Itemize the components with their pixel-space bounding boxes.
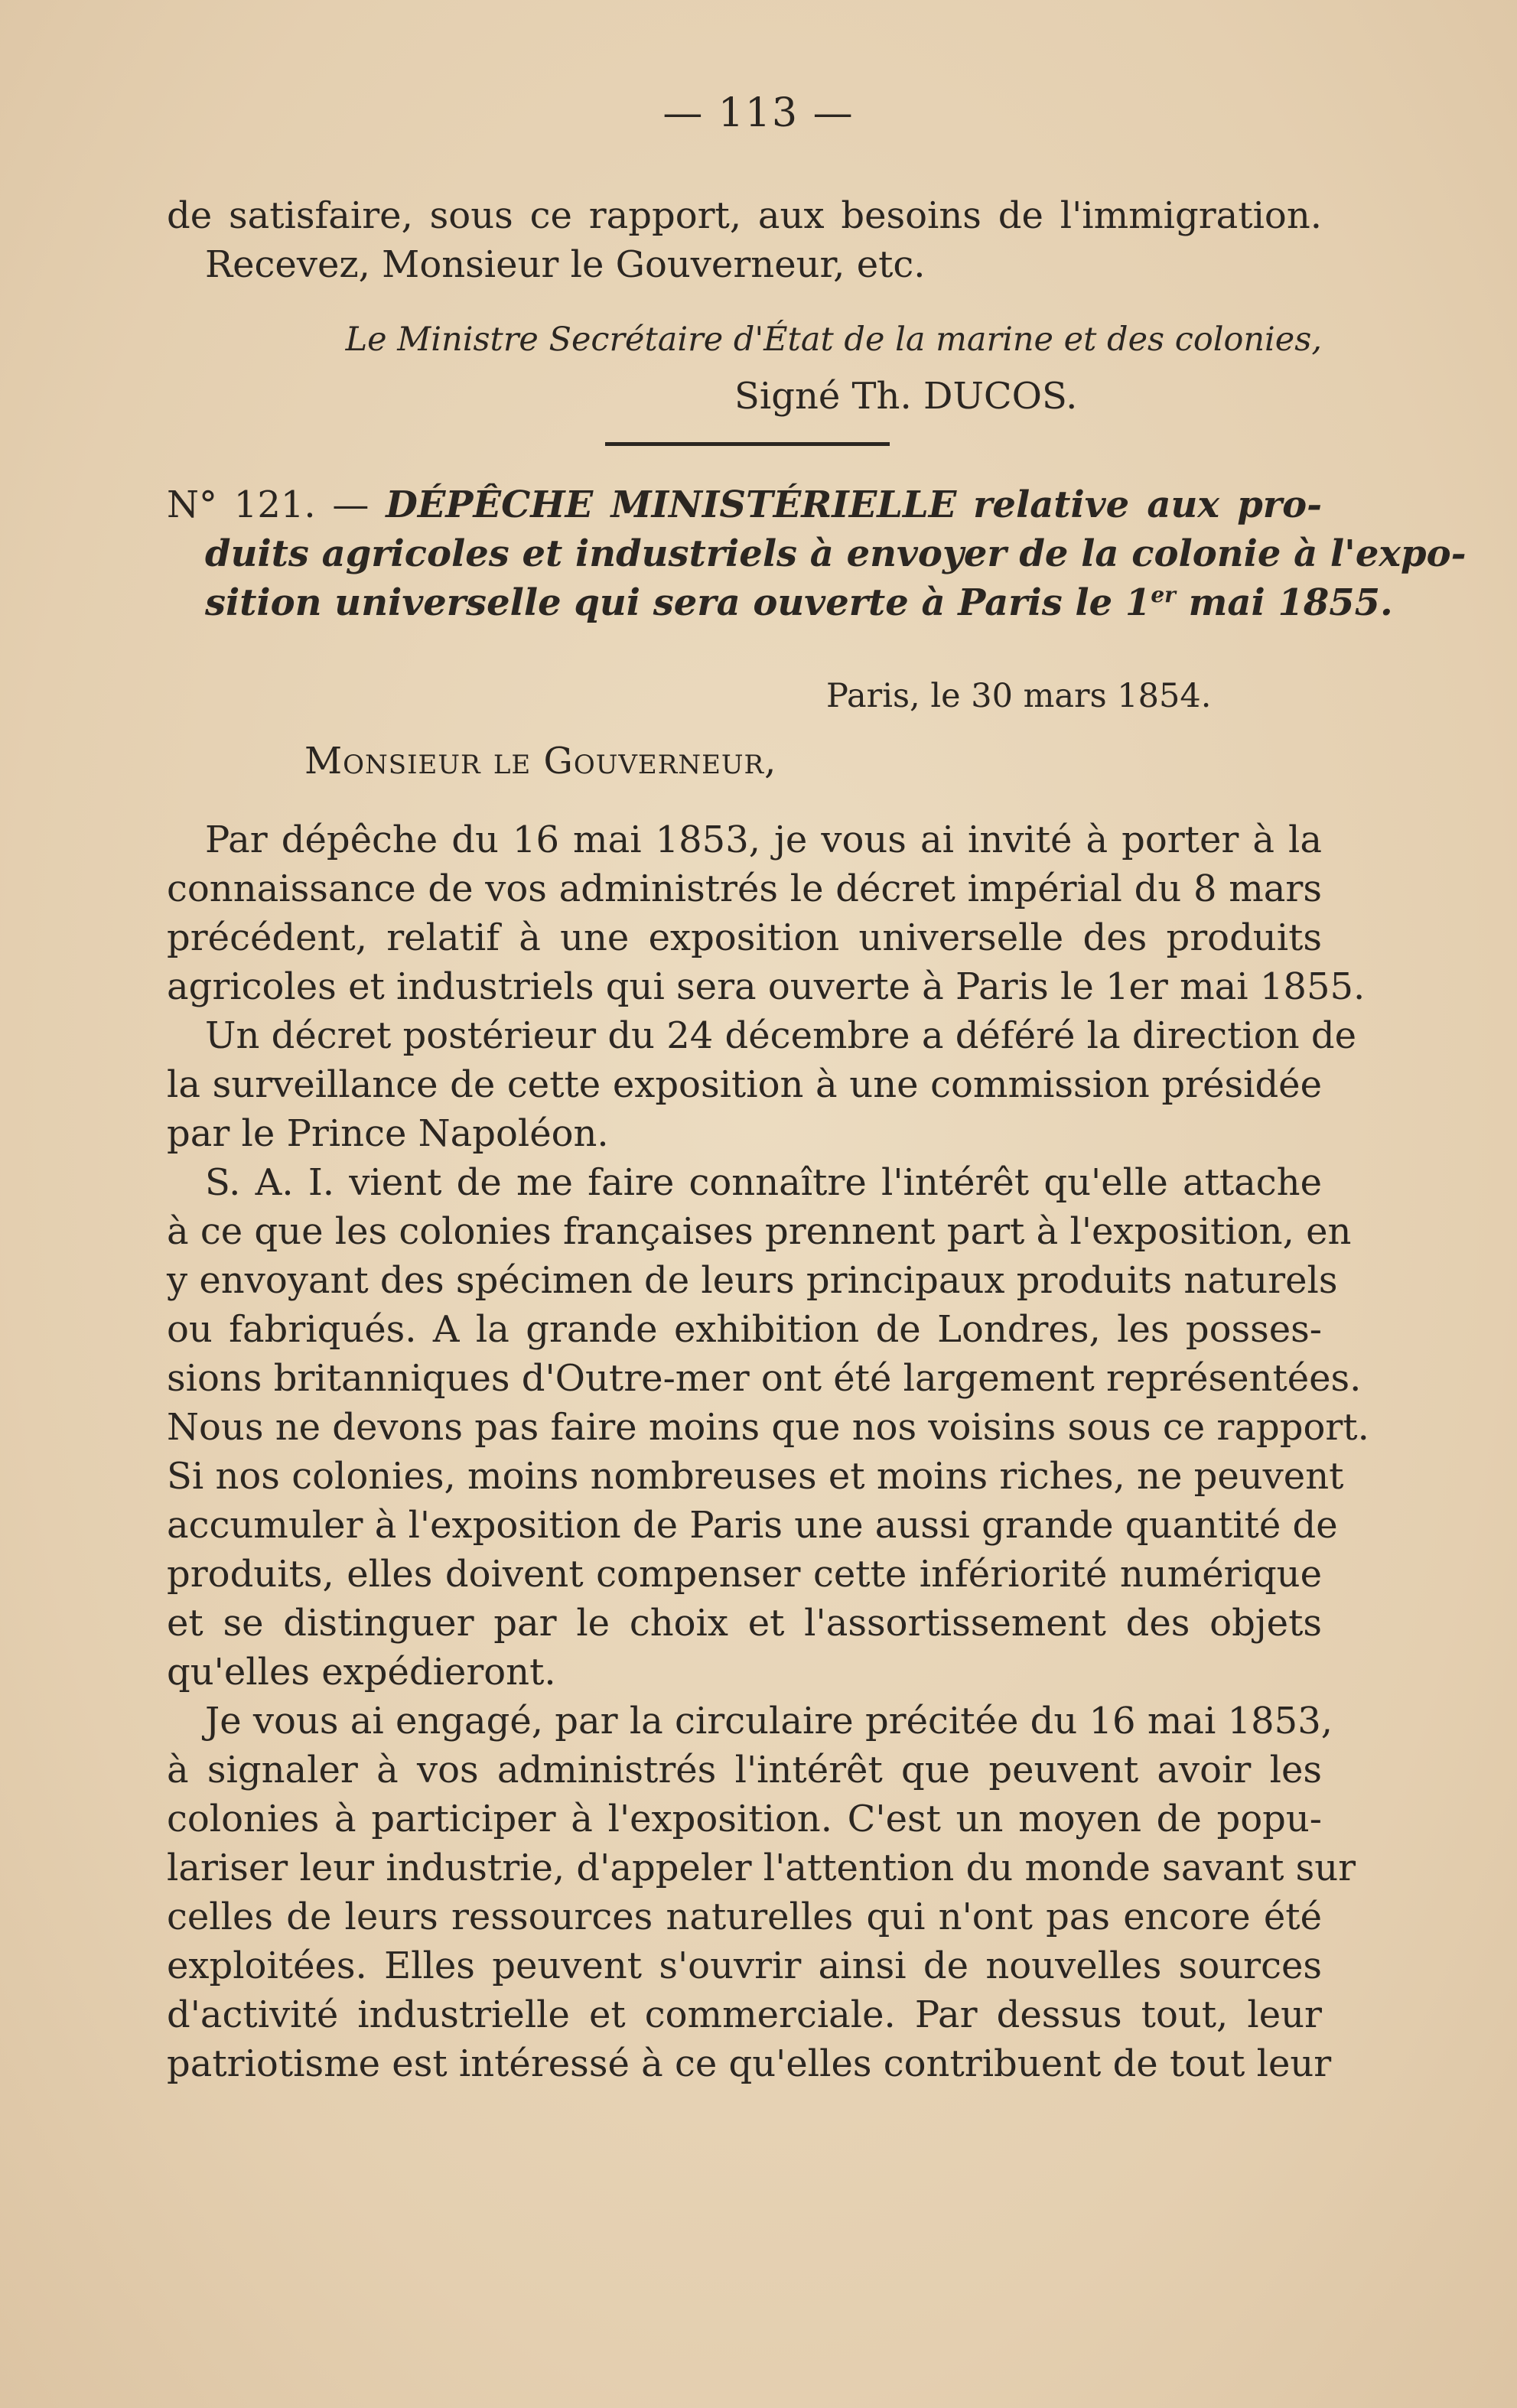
previous-dispatch-ending xyxy=(167,191,1322,289)
body-line: produits, elles doivent compenser cette infériorité numérique xyxy=(167,1553,1322,1596)
separator-rule xyxy=(605,442,890,446)
body-line: qu'elles expédieront. xyxy=(167,1651,556,1694)
body-line: agricoles et industriels qui sera ouverte à Paris le 1er mai 1855. xyxy=(167,965,1366,1008)
body-line: Par dépêche du 16 mai 1853, je vous ai invité à porter à la xyxy=(205,818,1322,861)
body-line: accumuler à l'exposition de Paris une aussi grande quantité de xyxy=(167,1504,1338,1547)
heading-line xyxy=(167,578,1393,627)
text-line: Recevez, Monsieur le Gouverneur, etc. xyxy=(205,243,926,286)
body-line: y envoyant des spécimen de leurs principaux produits naturels xyxy=(167,1259,1338,1302)
body-line: et se distinguer par le choix et l'assortissement des objets xyxy=(167,1602,1322,1645)
heading-line: duits agricoles et industriels à envoyer de la colonie à l'expo- xyxy=(205,532,1467,575)
heading-text: mai 1855. xyxy=(1188,581,1393,624)
dateline-block xyxy=(167,672,1322,721)
heading-text: sition universelle qui sera ouverte à Paris le 1 xyxy=(205,581,1151,624)
body-line: sions britanniques d'Outre-mer ont été largement représentées. xyxy=(167,1357,1362,1400)
body-line: colonies à participer à l'exposition. C'est un moyen de popu- xyxy=(167,1798,1322,1840)
body-line: Je vous ai engagé, par la circulaire précitée du 16 mai 1853, xyxy=(205,1700,1333,1743)
salutation: Monsieur le Gouverneur, xyxy=(304,740,777,783)
body-line: connaissance de vos administrés le décret impérial du 8 mars xyxy=(167,867,1322,910)
heading-title: DÉPÊCHE MINISTÉRIELLE xyxy=(386,483,957,526)
text-line: de satisfaire, sous ce rapport, aux besoins de l'immigration. xyxy=(167,194,1322,237)
dispatch-heading xyxy=(167,480,1467,627)
body-line: celles de leurs ressources naturelles qui n'ont pas encore été xyxy=(167,1895,1322,1938)
page-number: — 113 — xyxy=(662,90,855,136)
body-line: ou fabriqués. A la grande exhibition de Londres, les posses- xyxy=(167,1308,1322,1351)
heading-line xyxy=(167,480,1322,529)
dispatch-number: N° 121. — xyxy=(167,483,369,526)
heading-superscript: er xyxy=(1151,582,1176,607)
body-line: exploitées. Elles peuvent s'ouvrir ainsi de nouvelles sources xyxy=(167,1944,1322,1987)
body-line: précédent, relatif à une exposition universelle des produits xyxy=(167,916,1322,959)
signature-title: Le Ministre Secrétaire d'État de la marine et des colonies, xyxy=(345,321,1322,359)
body-line: Un décret postérieur du 24 décembre a déféré la direction de xyxy=(205,1014,1356,1057)
body-line: d'activité industrielle et commerciale. Par dessus tout, leur xyxy=(167,1993,1322,2036)
body-line: lariser leur industrie, d'appeler l'attention du monde savant sur xyxy=(167,1847,1356,1889)
body-line: la surveillance de cette exposition à une commission présidée xyxy=(167,1063,1322,1106)
heading-text: relative aux pro- xyxy=(973,483,1322,526)
body-line: patriotisme est intéressé à ce qu'elles contribuent de tout leur xyxy=(167,2042,1332,2085)
dateline: Paris, le 30 mars 1854. xyxy=(826,677,1212,715)
salutation-block xyxy=(167,737,1322,786)
body-line: à signaler à vos administrés l'intérêt que peuvent avoir les xyxy=(167,1749,1322,1791)
body-line: par le Prince Napoléon. xyxy=(167,1112,609,1155)
dispatch-body xyxy=(167,815,1369,2088)
body-line: S. A. I. vient de me faire connaître l'intérêt qu'elle attache xyxy=(205,1161,1322,1204)
signature xyxy=(167,315,1322,421)
body-line: Nous ne devons pas faire moins que nos voisins sous ce rapport. xyxy=(167,1406,1369,1449)
signature-name: Signé Th. DUCOS. xyxy=(734,375,1078,418)
body-line: Si nos colonies, moins nombreuses et moins riches, ne peuvent xyxy=(167,1455,1344,1498)
body-line: à ce que les colonies françaises prennent part à l'exposition, en xyxy=(167,1210,1352,1253)
